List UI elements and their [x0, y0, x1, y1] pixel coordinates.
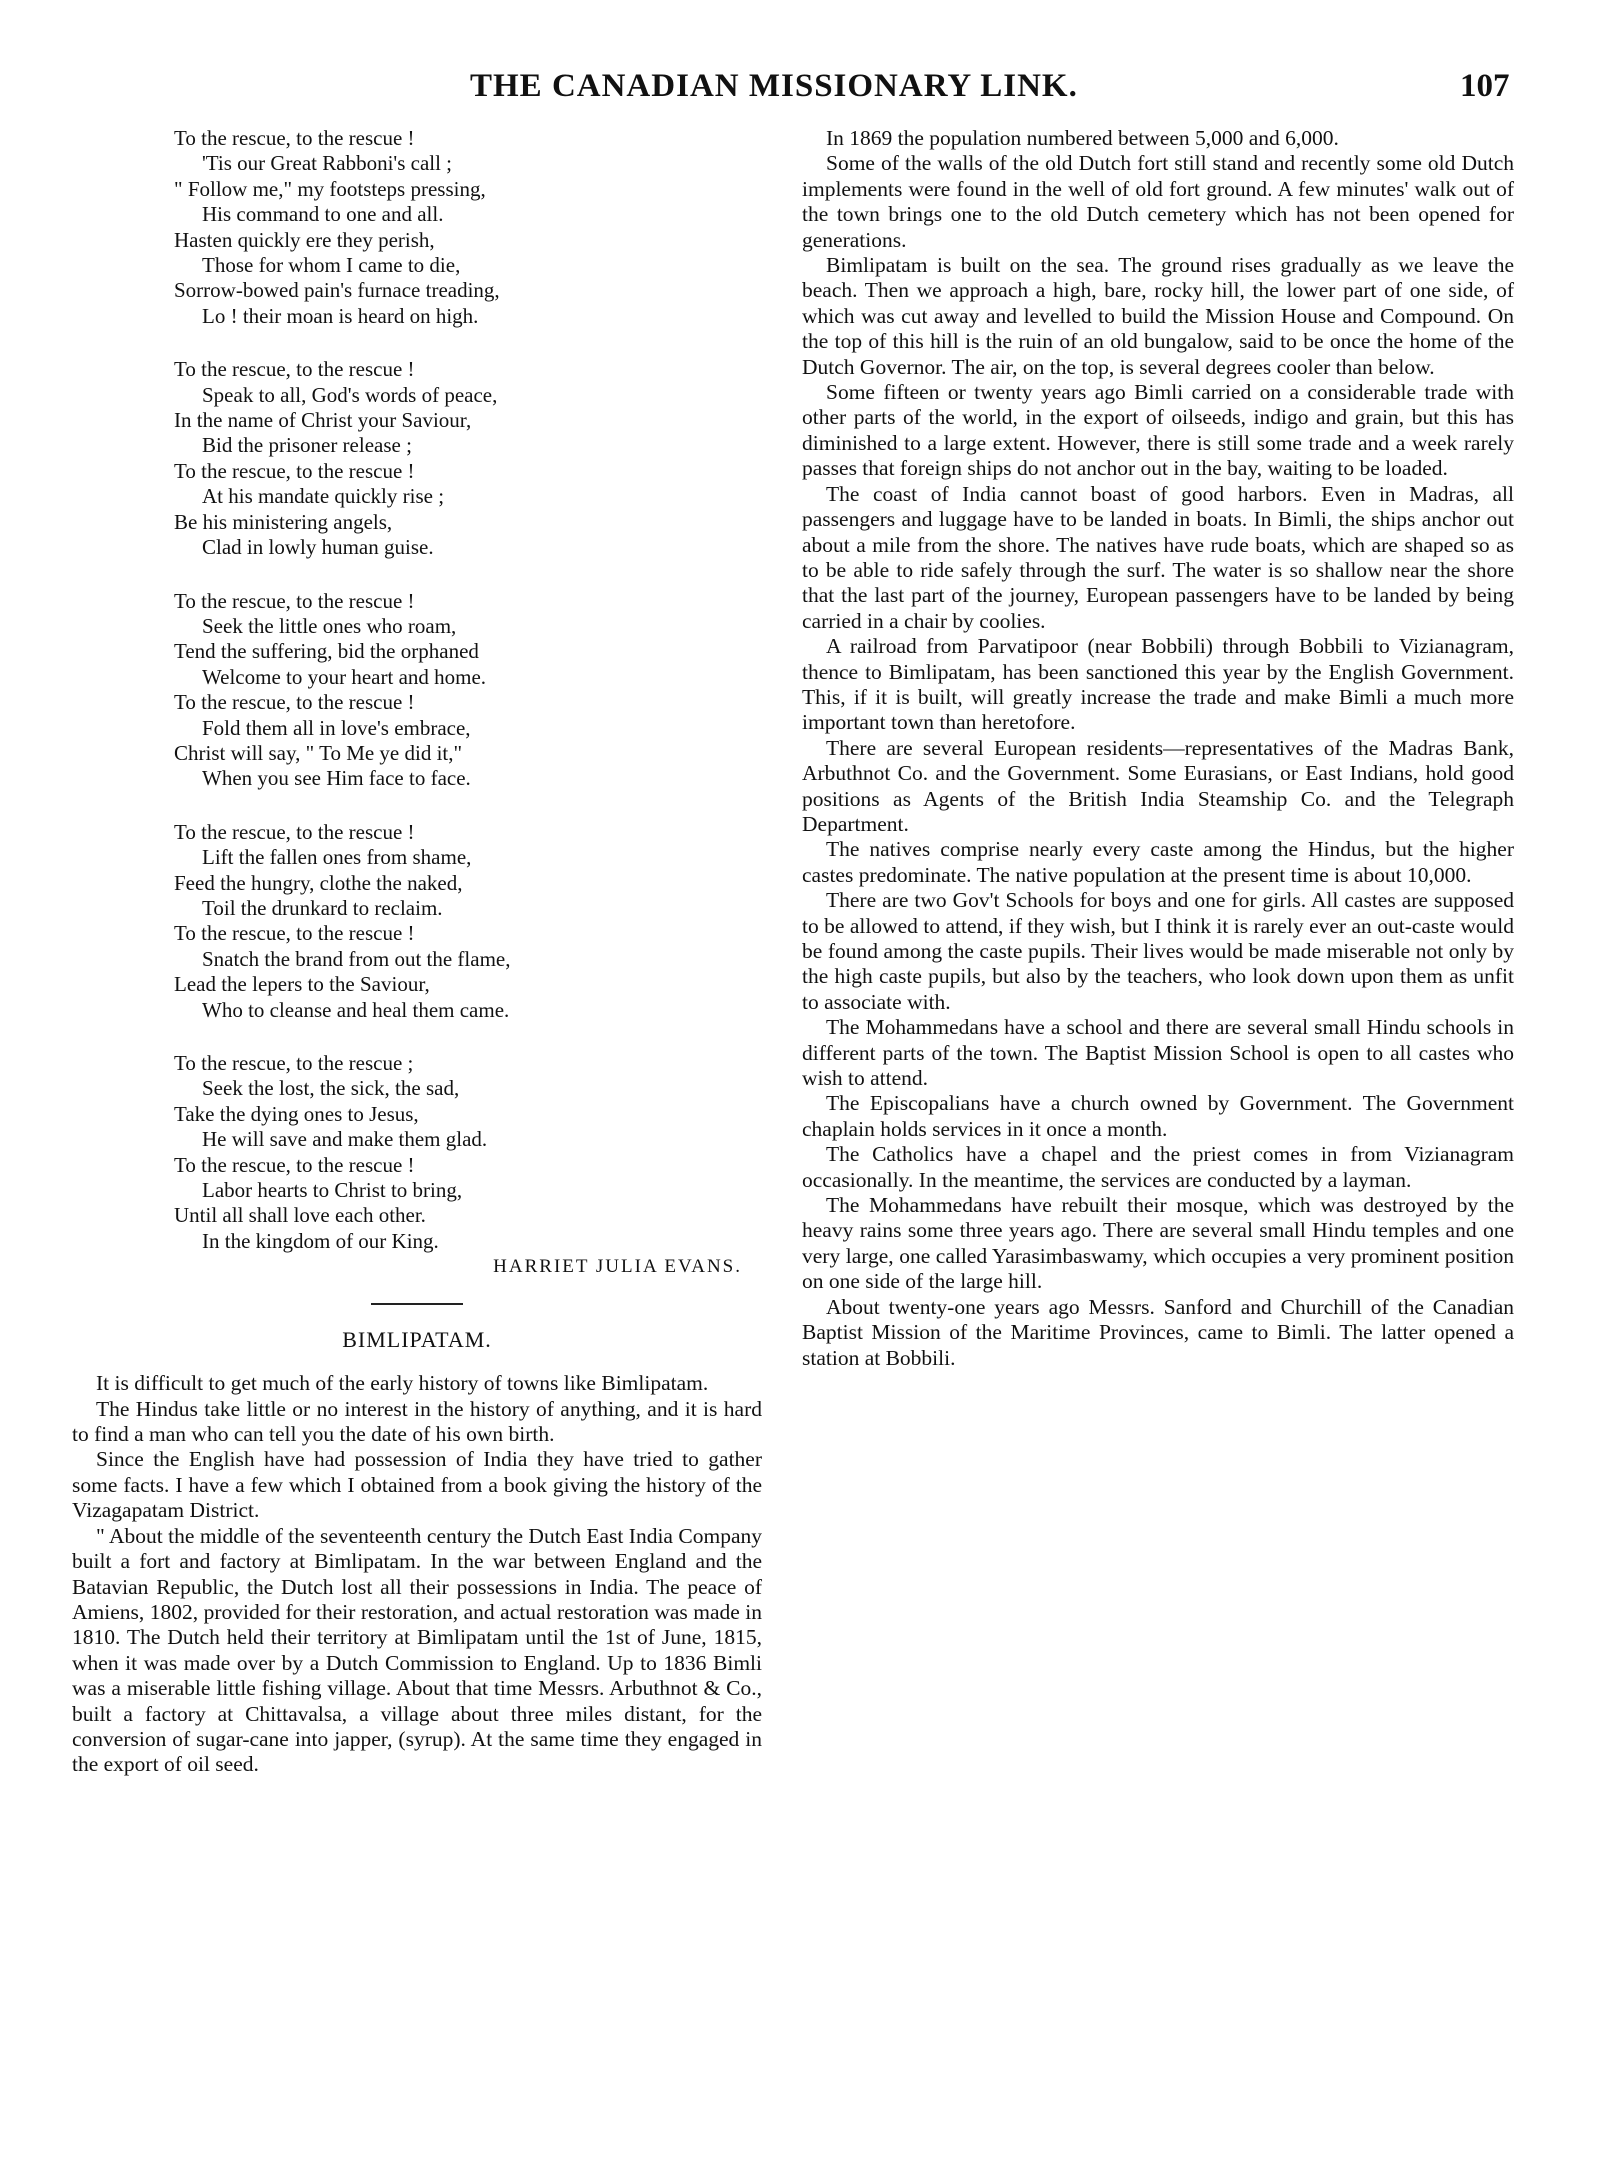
- poem-line: Clad in lowly human guise.: [202, 535, 434, 560]
- article-paragraph: It is difficult to get much of the early history of towns like Bimlipatam.: [96, 1371, 709, 1396]
- poem-line: In the kingdom of our King.: [202, 1228, 439, 1253]
- article-title: BIMLIPATAM.: [342, 1327, 492, 1353]
- poem-line: When you see Him face to face.: [202, 766, 471, 791]
- article-right-text: [802, 126, 1514, 1371]
- article-paragraph: The Episcopalians have a church owned by Government. The Government chaplain holds services in it once a month.: [802, 1091, 1514, 1141]
- article-paragraph: " About the middle of the seventeenth century the Dutch East India Company built a fort and factory at Bimlipatam. In the war between England and the Batavian Republic, the Dutch lost all their possessions in India. The peace of Amiens, 1802, provided for their restoration, and actual restoration was made in 1810. The Dutch held their territory at Bimlipatam until the 1st of June, 1815, when it was made over by a Dutch Commission to England. Up to 1836 Bimli was a miserable little fishing village. About that time Messrs. Arbuthnot & Co., built a factory at Chittavalsa, a village about three miles distant, for the conversion of sugar-cane into japper, (syrup). At the same time they engaged in the export of oil seed.: [72, 1523, 762, 1777]
- poem-line: To the rescue, to the rescue !: [174, 357, 415, 382]
- poem-line: Lift the fallen ones from shame,: [202, 845, 472, 870]
- article-paragraph: Bimlipatam is built on the sea. The ground rises gradually as we leave the beach. Then we approach a high, bare, rocky hill, the lower part of one side, of which was cut away and levelled to build the Mission House and Compound. On the top of this hill is the ruin of an old bungalow, said to be once the home of the Dutch Governor. The air, on the top, is several degrees cooler than below.: [802, 253, 1514, 379]
- poem-author: HARRIET JULIA EVANS.: [493, 1256, 742, 1278]
- article-paragraph: The Mohammedans have rebuilt their mosque, which was destroyed by the heavy rains some three years ago. There are several small Hindu temples and one very large, one called Yarasimbaswamy, which occupies a very prominent position on one side of the large hill.: [802, 1193, 1514, 1294]
- page-header: [40, 68, 1540, 118]
- poem-line: Bid the prisoner release ;: [202, 433, 412, 458]
- poem-line: Feed the hungry, clothe the naked,: [174, 870, 463, 895]
- poem-line: Labor hearts to Christ to bring,: [202, 1178, 463, 1203]
- poem-line: Lo ! their moan is heard on high.: [202, 303, 479, 328]
- article-paragraph: A railroad from Parvatipoor (near Bobbili) through Bobbili to Vizianagram, thence to Bimlipatam, has been sanctioned this year by the English Government. This, if it is built, will greatly increase the trade and make Bimli a much more important town than heretofore.: [802, 634, 1514, 735]
- article-paragraph: There are several European residents—representatives of the Madras Bank, Arbuthnot Co. and the Government. Some Eurasians, or East Indians, hold good positions as Agents of the British India Steamship Co. and the Telegraph Department.: [802, 735, 1514, 836]
- article-paragraph: In 1869 the population numbered between 5,000 and 6,000.: [826, 126, 1339, 150]
- article-paragraph: Some of the walls of the old Dutch fort still stand and recently some old Dutch implements were found in the well of old fort ground. A few minutes' walk out of the town brings one to the old Dutch cemetery which has not been opened for generations.: [802, 151, 1514, 252]
- poem-line: Hasten quickly ere they perish,: [174, 227, 435, 252]
- article-left-text: [72, 1371, 762, 1778]
- poem-line: To the rescue, to the rescue !: [174, 819, 415, 844]
- poem-line: 'Tis our Great Rabboni's call ;: [202, 151, 453, 176]
- poem-line: Snatch the brand from out the flame,: [202, 946, 511, 971]
- poem-line: To the rescue, to the rescue !: [174, 921, 415, 946]
- poem-line: He will save and make them glad.: [202, 1127, 488, 1152]
- poem-line: Be his ministering angels,: [174, 509, 393, 534]
- poem-line: His command to one and all.: [202, 202, 444, 227]
- poem-line: Sorrow-bowed pain's furnace treading,: [174, 278, 500, 303]
- poem-line: To the rescue, to the rescue !: [174, 1152, 415, 1177]
- article-paragraph: The natives comprise nearly every caste among the Hindus, but the higher castes predominate. The native population at the present time is about 10,000.: [802, 837, 1514, 887]
- poem-stanza: [72, 820, 762, 1023]
- article-paragraph: The coast of India cannot boast of good harbors. Even in Madras, all passengers and luggage have to be landed in boats. In Bimli, the ships anchor out about a mile from the shore. The natives have rude boats, which are shaped so as to be able to ride safely through the surf. The water is so shallow near the shore that the last part of the journey, European passengers have to be landed by being carried in a chair by coolies.: [802, 481, 1514, 633]
- article-paragraph: The Catholics have a chapel and the priest comes in from Vizianagram occasionally. In the meantime, the services are conducted by a layman.: [802, 1142, 1514, 1192]
- poem-line: Christ will say, " To Me ye did it,": [174, 740, 463, 765]
- poem-line: Welcome to your heart and home.: [202, 664, 487, 689]
- poem-line: Speak to all, God's words of peace,: [202, 382, 498, 407]
- section-divider: [371, 1303, 463, 1305]
- right-column: [802, 126, 1514, 1371]
- poem-line: In the name of Christ your Saviour,: [174, 408, 472, 433]
- poem-line: Seek the lost, the sick, the sad,: [202, 1076, 460, 1101]
- poem: [72, 126, 762, 1254]
- poem-line: Take the dying ones to Jesus,: [174, 1101, 419, 1126]
- poem-line: Seek the little ones who roam,: [202, 613, 457, 638]
- poem-stanza: [72, 589, 762, 792]
- poem-line: To the rescue, to the rescue !: [174, 690, 415, 715]
- poem-line: At his mandate quickly rise ;: [202, 484, 445, 509]
- poem-line: To the rescue, to the rescue !: [174, 458, 415, 483]
- poem-stanza: [72, 126, 762, 329]
- page-number: 107: [1460, 68, 1510, 104]
- running-title: THE CANADIAN MISSIONARY LINK.: [470, 68, 1078, 104]
- poem-line: Those for whom I came to die,: [202, 253, 461, 278]
- poem-line: Tend the suffering, bid the orphaned: [174, 639, 479, 664]
- article-paragraph: Since the English have had possession of India they have tried to gather some facts. I have a few which I obtained from a book giving the history of the Vizagapatam District.: [72, 1447, 762, 1523]
- poem-stanza: [72, 1051, 762, 1254]
- article-paragraph: There are two Gov't Schools for boys and one for girls. All castes are supposed to be allowed to attend, if they wish, but I think it is rarely ever an out-caste would be found among the caste pupils. Their lives would be made miserable not only by the high caste pupils, but also by the teachers, who look down upon them as unfit to associate with.: [802, 888, 1514, 1014]
- poem-line: " Follow me," my footsteps pressing,: [174, 176, 486, 201]
- left-column: [72, 126, 762, 1778]
- article-paragraph: About twenty-one years ago Messrs. Sanford and Churchill of the Canadian Baptist Mission of the Maritime Provinces, came to Bimli. The latter opened a station at Bobbili.: [802, 1294, 1514, 1370]
- poem-line: Until all shall love each other.: [174, 1203, 426, 1228]
- poem-line: To the rescue, to the rescue ;: [174, 1051, 414, 1075]
- poem-line: Fold them all in love's embrace,: [202, 715, 471, 740]
- poem-line: Lead the lepers to the Saviour,: [174, 972, 430, 997]
- poem-stanza: [72, 357, 762, 560]
- article-paragraph: Some fifteen or twenty years ago Bimli carried on a considerable trade with other parts of the world, in the export of oilseeds, indigo and grain, but this has diminished to a large extent. However, there is still some trade and a week rarely passes that foreign ships do not anchor out in the bay, waiting to be loaded.: [802, 380, 1514, 481]
- poem-line: To the rescue, to the rescue !: [174, 588, 415, 613]
- article-paragraph: The Mohammedans have a school and there are several small Hindu schools in different parts of the town. The Baptist Mission School is open to all castes who wish to attend.: [802, 1015, 1514, 1091]
- poem-line: To the rescue, to the rescue !: [174, 126, 415, 150]
- article-paragraph: The Hindus take little or no interest in the history of anything, and it is hard to find a man who can tell you the date of his own birth.: [72, 1396, 762, 1447]
- poem-line: Toil the drunkard to reclaim.: [202, 895, 443, 920]
- poem-line: Who to cleanse and heal them came.: [202, 997, 510, 1022]
